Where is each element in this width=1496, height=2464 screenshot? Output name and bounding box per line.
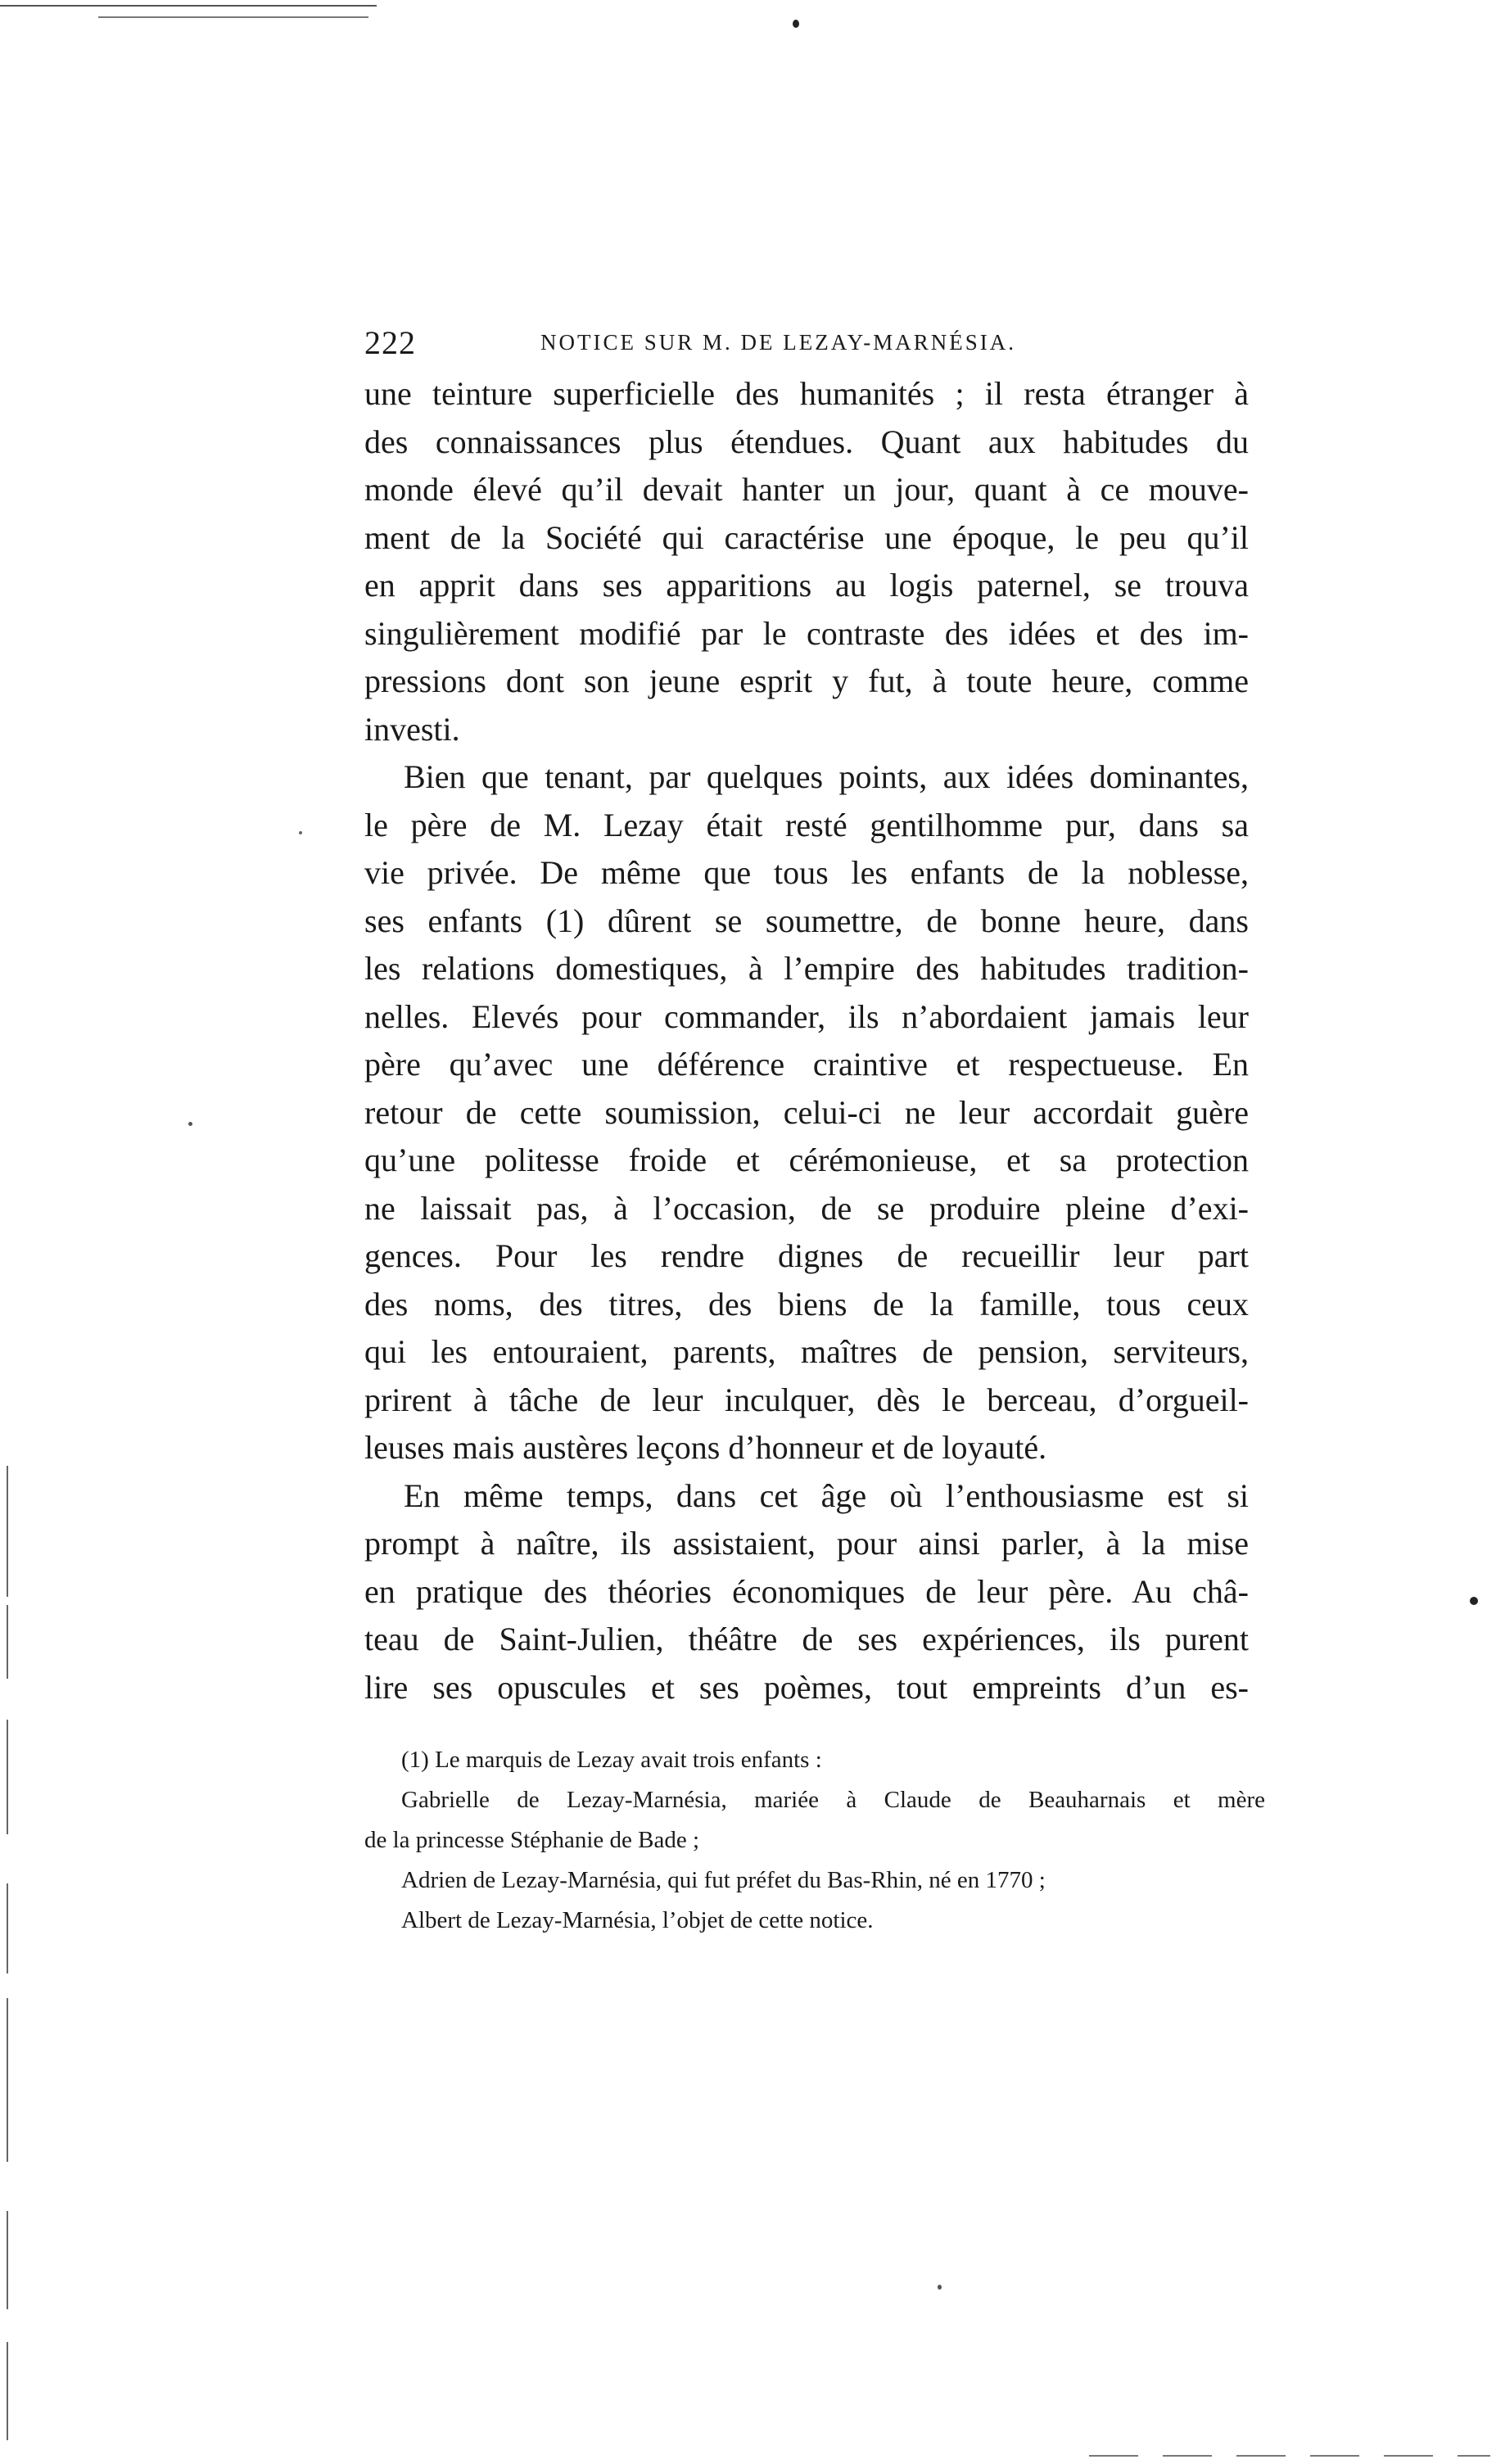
text-line: des noms, des titres, des biens de la famille, tous ceux	[364, 1285, 1249, 1322]
page-number: 222	[364, 324, 416, 361]
running-title: NOTICE SUR M. DE LEZAY-MARNÉSIA.	[540, 330, 1017, 355]
footnote	[364, 1740, 1265, 1941]
text-line: retour de cette soumission, celui-ci ne leur accordait guère	[364, 1093, 1249, 1131]
text-line: En même temps, dans cet âge où l’enthousiasme est si	[404, 1476, 1249, 1514]
text-line: teau de Saint-Julien, théâtre de ses expériences, ils purent	[364, 1621, 1249, 1657]
scan-edge-rule	[0, 5, 377, 7]
scan-edge-rule	[1089, 2455, 1490, 2457]
scan-speck	[938, 2285, 942, 2290]
footnote-line: Albert de Lezay-Marnésia, l’objet de cette notice.	[401, 1907, 874, 1933]
text-line: en pratique des théories économiques de leur père. Au châ-	[364, 1572, 1249, 1610]
text-line: gences. Pour les rendre dignes de recueillir leur part	[364, 1237, 1249, 1274]
text-line: investi.	[364, 710, 460, 748]
text-line: le père de M. Lezay était resté gentilhomme pur, dans sa	[364, 806, 1249, 843]
text-line: lire ses opuscules et ses poèmes, tout empreints d’un es-	[364, 1668, 1249, 1706]
text-line: qu’une politesse froide et cérémonieuse, et sa protection	[364, 1142, 1249, 1178]
text-line: Bien que tenant, par quelques points, aux idées dominantes,	[404, 758, 1249, 795]
scan-edge-line	[7, 1883, 8, 1973]
text-line: des connaissances plus étendues. Quant aux habitudes du	[364, 423, 1249, 460]
text-line: monde élevé qu’il devait hanter un jour, quant à ce mouve-	[364, 471, 1249, 508]
body-text	[364, 370, 1249, 1711]
scan-edge-rule	[98, 16, 368, 18]
text-line: prirent à tâche de leur inculquer, dès le berceau, d’orgueil-	[364, 1381, 1249, 1418]
text-line: pressions dont son jeune esprit y fut, à toute heure, comme	[364, 662, 1249, 699]
scan-speck	[1470, 1597, 1478, 1605]
scan-edge-line	[7, 1605, 8, 1679]
scan-edge-line	[7, 1998, 8, 2162]
text-line: nelles. Elevés pour commander, ils n’abordaient jamais leur	[364, 997, 1249, 1035]
text-line: ne laissait pas, à l’occasion, de se produire pleine d’exi-	[364, 1189, 1249, 1227]
scan-speck	[188, 1122, 192, 1126]
text-line: en apprit dans ses apparitions au logis paternel, se trouva	[364, 567, 1249, 604]
text-line: singulièrement modifié par le contraste des idées et des im-	[364, 614, 1249, 652]
text-line: leuses mais austères leçons d’honneur et de loyauté.	[364, 1429, 1047, 1466]
text-line: les relations domestiques, à l’empire des habitudes tradition-	[364, 950, 1249, 987]
scan-edge-line	[7, 1466, 8, 1597]
scan-speck	[793, 20, 799, 28]
text-line: vie privée. De même que tous les enfants de la noblesse,	[364, 854, 1249, 891]
footnote-line: (1) Le marquis de Lezay avait trois enfants :	[401, 1747, 822, 1773]
text-line: ses enfants (1) dûrent se soumettre, de bonne heure, dans	[364, 902, 1249, 939]
text-line: ment de la Société qui caractérise une époque, le peu qu’il	[364, 518, 1249, 556]
running-head	[364, 323, 1298, 364]
footnote-line: Adrien de Lezay-Marnésia, qui fut préfet du Bas-Rhin, né en 1770 ;	[401, 1867, 1046, 1893]
text-line: prompt à naître, ils assistaient, pour ainsi parler, à la mise	[364, 1525, 1249, 1562]
footnote-line: Gabrielle de Lezay-Marnésia, mariée à Claude de Beauharnais et mère	[401, 1787, 1265, 1813]
text-line: une teinture superficielle des humanités ; il resta étranger à	[364, 375, 1249, 412]
text-line: qui les entouraient, parents, maîtres de pension, serviteurs,	[364, 1333, 1249, 1370]
text-line: père qu’avec une déférence craintive et respectueuse. En	[364, 1046, 1249, 1083]
scan-edge-line	[7, 2211, 8, 2309]
scan-edge-line	[7, 2342, 8, 2440]
scan-speck	[299, 831, 302, 834]
scan-edge-line	[7, 1720, 8, 1834]
footnote-line: de la princesse Stéphanie de Bade ;	[364, 1827, 700, 1853]
